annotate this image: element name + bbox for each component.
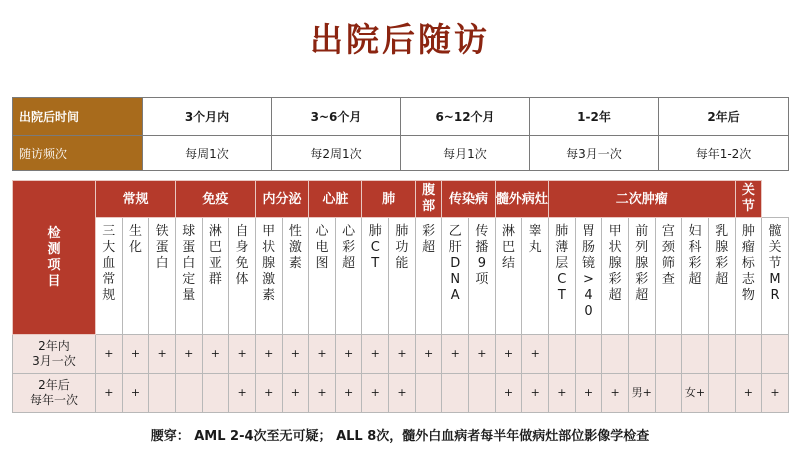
followup-mark: +	[762, 374, 789, 413]
test-item-label: 前列腺彩超	[635, 224, 649, 303]
test-item-label: 宫颈筛查	[661, 224, 675, 287]
test-item-label: 肺CT	[368, 224, 382, 271]
followup-mark: 女+	[682, 374, 709, 413]
test-item-label: 心电图	[315, 224, 329, 271]
test-item-label: 淋巴结	[502, 224, 516, 271]
followup-mark: +	[282, 335, 309, 374]
category-header-label: 腹部	[422, 183, 436, 214]
followup-mark	[415, 374, 442, 413]
followup-mark: 男+	[628, 374, 655, 413]
followup-mark	[575, 335, 602, 374]
followup-row	[13, 335, 789, 374]
category-header: 髓外病灶	[495, 181, 548, 218]
followup-row	[13, 374, 789, 413]
schedule-frequency: 每年1-2次	[659, 136, 789, 171]
test-items-row	[13, 218, 789, 335]
followup-mark	[442, 374, 469, 413]
test-item-label: 肿瘤标志物	[741, 224, 755, 303]
followup-mark: +	[335, 335, 362, 374]
followup-mark: +	[96, 374, 123, 413]
test-item	[495, 218, 522, 335]
test-item-label: 甲状腺彩超	[608, 224, 622, 303]
test-item	[362, 218, 389, 335]
category-header: 常规	[96, 181, 176, 218]
schedule-period: 1-2年	[530, 98, 659, 136]
category-header: 肺	[362, 181, 415, 218]
followup-mark: +	[335, 374, 362, 413]
followup-mark	[762, 335, 789, 374]
followup-mark: +	[229, 374, 256, 413]
followup-mark	[682, 335, 709, 374]
followup-mark	[735, 335, 762, 374]
schedule-frequency: 每2周1次	[272, 136, 401, 171]
followup-mark: +	[309, 335, 336, 374]
followup-mark: +	[735, 374, 762, 413]
followup-mark	[708, 374, 735, 413]
followup-mark: +	[522, 374, 549, 413]
followup-mark: +	[362, 335, 389, 374]
test-item-label: 彩超	[422, 224, 436, 255]
test-item	[469, 218, 496, 335]
test-item-label: 铁蛋白	[155, 224, 169, 271]
followup-mark	[708, 335, 735, 374]
test-item	[96, 218, 123, 335]
followup-schedule-table	[12, 97, 789, 171]
test-item	[149, 218, 176, 335]
followup-mark: +	[389, 374, 416, 413]
test-item-label: 球蛋白定量	[182, 224, 196, 303]
test-item	[708, 218, 735, 335]
followup-mark	[602, 335, 629, 374]
followup-mark: +	[229, 335, 256, 374]
followup-mark: +	[149, 335, 176, 374]
followup-mark: +	[202, 335, 229, 374]
followup-mark	[149, 374, 176, 413]
followup-mark	[469, 374, 496, 413]
followup-mark: +	[362, 374, 389, 413]
followup-mark: +	[549, 374, 576, 413]
schedule-frequency: 每月1次	[401, 136, 530, 171]
schedule-frequency: 每3月一次	[530, 136, 659, 171]
followup-interval-label: 2年后 每年一次	[13, 374, 96, 413]
followup-mark: +	[122, 335, 149, 374]
test-item	[309, 218, 336, 335]
followup-mark: +	[282, 374, 309, 413]
followup-mark: +	[255, 374, 282, 413]
test-item	[735, 218, 762, 335]
schedule-period: 2年后	[659, 98, 789, 136]
category-header: 传染病	[442, 181, 495, 218]
test-item-label: 妇科彩超	[688, 224, 702, 287]
category-header: 心脏	[309, 181, 362, 218]
followup-mark: +	[175, 335, 202, 374]
followup-mark	[202, 374, 229, 413]
followup-mark	[655, 374, 682, 413]
category-row	[13, 181, 789, 218]
test-item	[682, 218, 709, 335]
row-header-test-items	[13, 181, 96, 335]
test-item	[202, 218, 229, 335]
test-item-label: 自身免体	[235, 224, 249, 287]
test-item	[442, 218, 469, 335]
test-item	[549, 218, 576, 335]
test-item	[335, 218, 362, 335]
category-header	[415, 181, 442, 218]
schedule-period: 3个月内	[143, 98, 272, 136]
test-item-label: 肺薄层CT	[555, 224, 569, 303]
test-item-label: 三大血常规	[102, 224, 116, 303]
test-item	[415, 218, 442, 335]
test-item	[282, 218, 309, 335]
test-item	[175, 218, 202, 335]
followup-mark: +	[495, 335, 522, 374]
test-item	[389, 218, 416, 335]
lumbar-puncture-note: 腰穿： AML 2-4次至无可疑； ALL 8次，髓外白血病者每半年做病灶部位影像学检查	[150, 429, 650, 444]
followup-mark: +	[602, 374, 629, 413]
followup-mark: +	[96, 335, 123, 374]
test-item	[255, 218, 282, 335]
test-item	[762, 218, 789, 335]
schedule-period: 3~6个月	[272, 98, 401, 136]
test-item-label: 胃肠镜>40	[581, 224, 595, 319]
test-item-label: 乳腺彩超	[715, 224, 729, 287]
test-item	[122, 218, 149, 335]
schedule-time-label: 出院后时间	[13, 98, 143, 136]
test-item	[655, 218, 682, 335]
test-item-label: 生化	[128, 224, 142, 255]
test-item-label: 甲状腺激素	[262, 224, 276, 303]
test-item-label: 乙肝DNA	[448, 224, 462, 303]
schedule-frequency: 每周1次	[143, 136, 272, 171]
followup-mark: +	[309, 374, 336, 413]
category-header: 二次肿瘤	[549, 181, 736, 218]
category-header: 内分泌	[255, 181, 308, 218]
schedule-frequency-row	[13, 136, 789, 171]
test-item-label: 传播9项	[475, 224, 489, 287]
followup-mark	[549, 335, 576, 374]
row-header-label: 检测项目	[47, 225, 61, 289]
followup-mark	[628, 335, 655, 374]
schedule-frequency-label: 随访频次	[13, 136, 143, 171]
test-item-label: 淋巴亚群	[208, 224, 222, 287]
followup-mark: +	[522, 335, 549, 374]
category-header: 免疫	[175, 181, 255, 218]
test-item	[602, 218, 629, 335]
test-item-label: 睾丸	[528, 224, 542, 255]
followup-mark: +	[442, 335, 469, 374]
followup-mark: +	[389, 335, 416, 374]
test-item-label: 心彩超	[342, 224, 356, 271]
followup-mark: +	[495, 374, 522, 413]
test-items-table	[12, 180, 789, 413]
test-item	[522, 218, 549, 335]
schedule-period-row	[13, 98, 789, 136]
page-title: 出院后随访	[310, 20, 490, 59]
followup-interval-label: 2年内 3月一次	[13, 335, 96, 374]
followup-mark: +	[469, 335, 496, 374]
test-item	[229, 218, 256, 335]
test-item-label: 髋关节MR	[768, 224, 782, 303]
followup-mark	[175, 374, 202, 413]
followup-mark: +	[575, 374, 602, 413]
followup-mark: +	[122, 374, 149, 413]
followup-mark: +	[255, 335, 282, 374]
followup-mark: +	[415, 335, 442, 374]
test-item-label: 性激素	[288, 224, 302, 271]
category-header-label: 关节	[741, 183, 755, 214]
test-item	[575, 218, 602, 335]
test-item-label: 肺功能	[395, 224, 409, 271]
test-item	[628, 218, 655, 335]
schedule-period: 6~12个月	[401, 98, 530, 136]
followup-mark	[655, 335, 682, 374]
category-header	[735, 181, 762, 218]
